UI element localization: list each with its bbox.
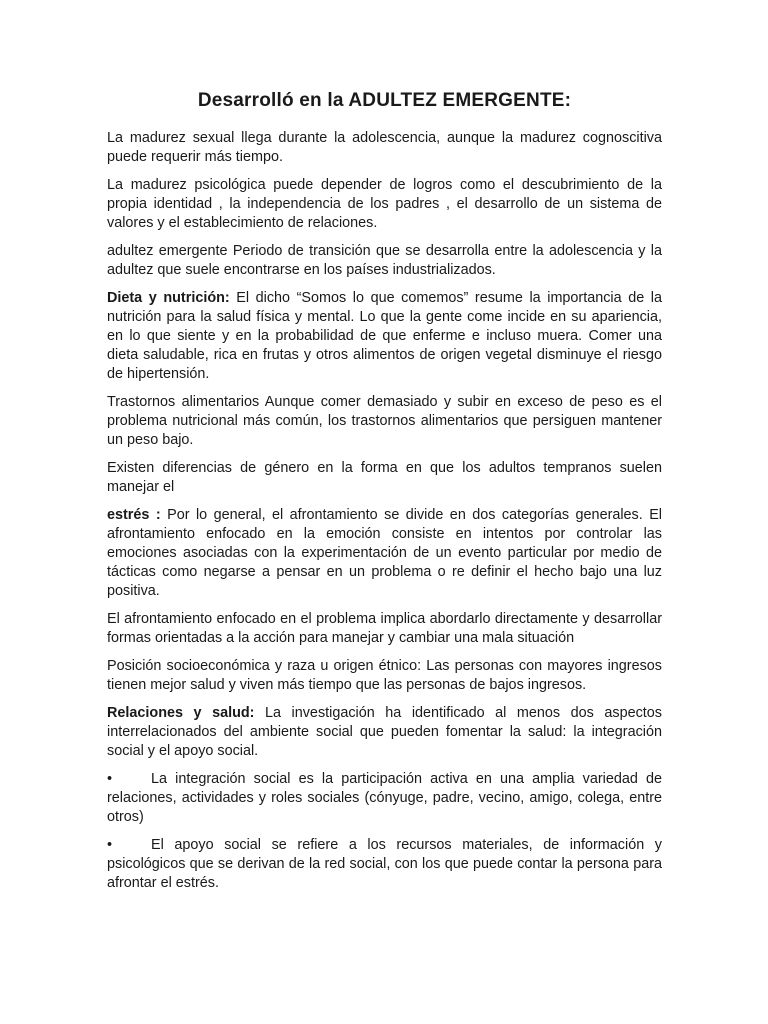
paragraph-afrontamiento-problema <box>107 610 662 648</box>
bullet-marker: • <box>107 771 113 787</box>
document-content <box>107 90 662 902</box>
paragraph-lead: Dieta y nutrición: <box>107 290 230 306</box>
bullet-text: El apoyo social se refiere a los recursos materiales, de información y psicológicos que se derivan de la red social, con los que puede contar la persona para afrontar el estrés. <box>107 837 662 891</box>
paragraph-estres <box>107 506 662 601</box>
paragraph-text: Trastornos alimentarios Aunque comer demasiado y subir en exceso de peso es el problema nutricional más común, los trastornos alimentarios que persiguen mantener un peso bajo. <box>107 394 662 448</box>
paragraph-lead: Relaciones y salud: <box>107 705 255 721</box>
paragraph-text: adultez emergente Periodo de transición que se desarrolla entre la adolescencia y la adultez que suele encontrarse en los países industrializados. <box>107 243 662 278</box>
paragraph-text: El afrontamiento enfocado en el problema implica abordarlo directamente y desarrollar formas orientadas a la acción para manejar y cambiar una mala situación <box>107 611 662 646</box>
paragraph-text: La madurez psicológica puede depender de logros como el descubrimiento de la propia identidad , la independencia de los padres , el desarrollo de un sistema de valores y el establecimiento de relaciones. <box>107 177 662 231</box>
paragraph-posicion-socioeconomica <box>107 657 662 695</box>
paragraph-trastornos-alimentarios <box>107 393 662 450</box>
paragraph-relaciones-salud <box>107 704 662 761</box>
bullet-text: La integración social es la participación activa en una amplia variedad de relaciones, actividades y roles sociales (cónyuge, padre, vecino, amigo, colega, entre otros) <box>107 771 662 825</box>
bullet-integracion-social <box>107 770 662 827</box>
paragraph-madurez-sexual <box>107 129 662 167</box>
document-title: Desarrolló en la ADULTEZ EMERGENTE: <box>197 90 572 111</box>
paragraph-diferencias-genero <box>107 459 662 497</box>
paragraph-dieta-nutricion <box>107 289 662 384</box>
bullet-apoyo-social <box>107 836 662 893</box>
paragraph-text: La madurez sexual llega durante la adolescencia, aunque la madurez cognoscitiva puede requerir más tiempo. <box>107 130 662 165</box>
paragraph-madurez-psicologica <box>107 176 662 233</box>
paragraph-adultez-emergente <box>107 242 662 280</box>
paragraph-text: El dicho “Somos lo que comemos” resume la importancia de la nutrición para la salud física y mental. Lo que la gente come incide en su apariencia, en lo que siente y en la probabilidad de que enferme e incluso muera. Comer una dieta saludable, rica en frutas y otros alimentos de origen vegetal disminuye el riesgo de hipertensión. <box>107 290 662 382</box>
paragraph-text: Posición socioeconómica y raza u origen étnico: Las personas con mayores ingresos tienen mejor salud y viven más tiempo que las personas de bajos ingresos. <box>107 658 662 693</box>
paragraph-lead: estrés : <box>107 507 161 523</box>
paragraph-text: La investigación ha identificado al menos dos aspectos interrelacionados del ambiente social que pueden fomentar la salud: la integración social y el apoyo social. <box>107 705 662 759</box>
paragraph-text: Por lo general, el afrontamiento se divide en dos categorías generales. El afrontamiento enfocado en la emoción consiste en intentos por controlar las emociones asociadas con la experimentación de un evento particular por medio de tácticas como negarse a pensar en un problema o re definir el hecho bajo una luz positiva. <box>107 507 662 599</box>
bullet-marker: • <box>107 837 113 853</box>
paragraph-text: Existen diferencias de género en la forma en que los adultos tempranos suelen manejar el <box>107 460 662 495</box>
